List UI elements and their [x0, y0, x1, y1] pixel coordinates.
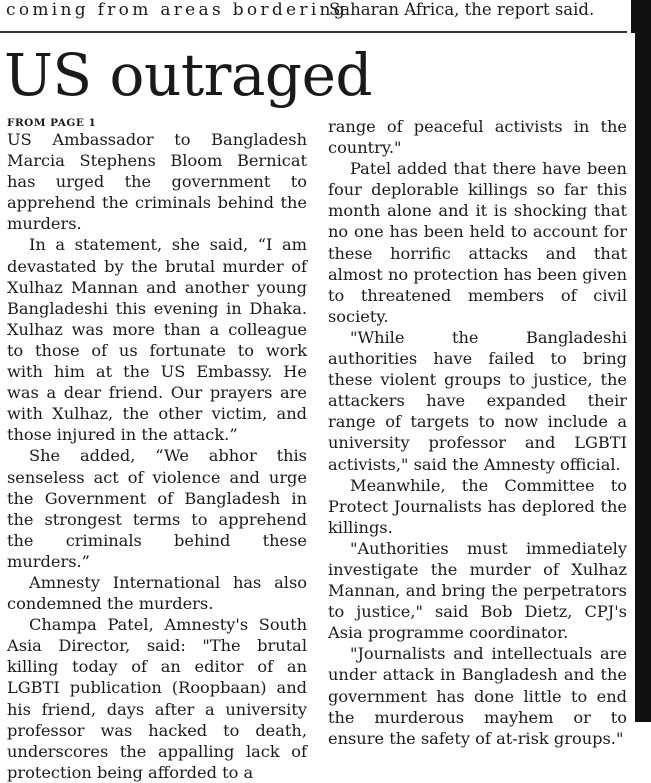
article-column-2: [328, 116, 627, 748]
headline: US outraged: [4, 41, 373, 109]
article-column-1: [7, 129, 307, 782]
section-divider: [0, 31, 627, 33]
paragraph: Amnesty International has also condemned the murders.: [7, 572, 307, 614]
paragraph: Champa Patel, Amnesty's South Asia Director, said: "The brutal killing today of an editor of an LGBTI publication (Roopbaan) and his friend, days after a university professor was hacked to death, underscores the appalling lack of protection being afforded to a: [7, 615, 307, 782]
paragraph: US Ambassador to Bangladesh Marcia Stephens Bloom Bernicat has urged the government to apprehend the criminals behind the murders.: [7, 130, 307, 234]
paragraph: "While the Bangladeshi authorities have failed to bring these violent groups to justice, the attackers have expanded their range of targets to now include a university professor and LGBTI activists," said the Amnesty official.: [328, 327, 627, 474]
paragraph: Meanwhile, the Committee to Protect Journalists has deplored the killings.: [328, 475, 627, 537]
paragraph: Patel added that there have been four deplorable killings so far this month alone and it is shocking that no one has been held to account for these horrific attacks and that almost no protection has been given to threatened members of civil society.: [328, 159, 627, 326]
page-edge: [631, 0, 651, 722]
previous-article-fragment: [0, 0, 651, 26]
kicker: FROM PAGE 1: [7, 117, 97, 129]
paragraph: "Journalists and intellectuals are under attack in Bangladesh and the government has done little to end the murderous mayhem or to ensure the safety of at-risk groups.": [328, 644, 627, 748]
previous-article-left-text: coming from areas bordering: [6, 0, 348, 20]
paragraph: In a statement, she said, “I am devastated by the brutal murder of Xulhaz Mannan and another young Bangladeshi this evening in Dhaka. Xulhaz was more than a colleague to those of us fortunate to work with him at the US Embassy. He was a dear friend. Our prayers are with Xulhaz, the other victim, and those injured in the attack.”: [7, 235, 307, 445]
previous-article-right-text: Saharan Africa, the report said.: [329, 0, 595, 19]
paragraph: She added, “We abhor this senseless act of violence and urge the Government of Bangladesh in the strongest terms to apprehend the criminals behind these murders.”: [7, 446, 307, 571]
paragraph: "Authorities must immediately investigate the murder of Xulhaz Mannan, and bring the perpetrators to justice," said Bob Dietz, CPJ's Asia programme coordinator.: [328, 538, 627, 643]
paragraph: range of peaceful activists in the country.": [328, 117, 627, 158]
